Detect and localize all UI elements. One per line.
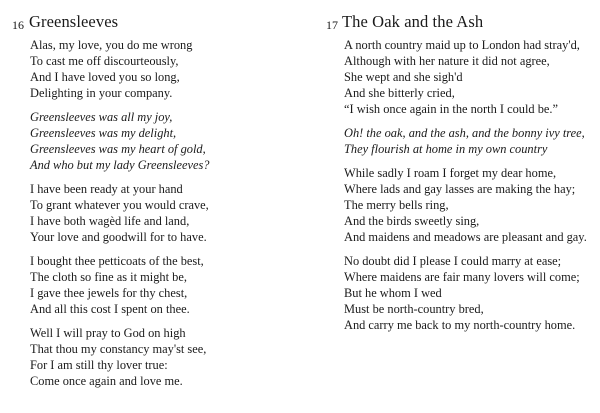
lyric-line: Delighting in your company. bbox=[30, 86, 173, 100]
song-title: The Oak and the Ash bbox=[342, 12, 484, 31]
lyric-line: Must be north-country bred, bbox=[344, 302, 484, 316]
lyric-line: I gave thee jewels for thy chest, bbox=[30, 286, 188, 300]
lyric-line: Although with her nature it did not agree, bbox=[344, 54, 550, 68]
lyric-line: That thou my constancy may'st see, bbox=[30, 342, 207, 356]
lyric-line: They flourish at home in my own country bbox=[344, 142, 548, 156]
song-title: Greensleeves bbox=[29, 12, 119, 31]
lyric-line: Greensleeves was my delight, bbox=[30, 126, 177, 140]
lyric-line: Where lads and gay lasses are making the hay; bbox=[344, 182, 576, 196]
verse-stanza bbox=[30, 181, 210, 245]
lyric-line: And she bitterly cried, bbox=[344, 86, 455, 100]
lyric-line: Your love and goodwill for to have. bbox=[30, 230, 207, 244]
chorus-stanza bbox=[344, 125, 587, 157]
verse-stanza bbox=[344, 253, 587, 333]
lyric-line: While sadly I roam I forget my dear home, bbox=[344, 166, 557, 180]
lyric-line: Come once again and love me. bbox=[30, 374, 183, 388]
lyric-line: To grant whatever you would crave, bbox=[30, 198, 209, 212]
lyric-line: The cloth so fine as it might be, bbox=[30, 270, 187, 284]
song-number: 17 bbox=[326, 18, 338, 32]
song-header bbox=[4, 8, 304, 32]
lyric-line: And who but my lady Greensleeves? bbox=[30, 158, 210, 172]
lyric-line: And maidens and meadows are pleasant and gay. bbox=[344, 230, 587, 244]
lyric-line: She wept and she sigh'd bbox=[344, 70, 463, 84]
stanza-list bbox=[30, 37, 210, 397]
lyric-line: Greensleeves was my heart of gold, bbox=[30, 142, 206, 156]
verse-stanza bbox=[344, 37, 587, 117]
lyric-line: Greensleeves was all my joy, bbox=[30, 110, 173, 124]
verse-stanza bbox=[30, 325, 210, 389]
lyric-line: Where maidens are fair many lovers will come; bbox=[344, 270, 580, 284]
song-header bbox=[326, 8, 598, 32]
song-greensleeves bbox=[4, 8, 304, 388]
lyric-line: And I have loved you so long, bbox=[30, 70, 180, 84]
lyric-line: No doubt did I please I could marry at ease; bbox=[344, 254, 562, 268]
song-oak-and-ash bbox=[326, 8, 598, 332]
lyric-line: And all this cost I spent on thee. bbox=[30, 302, 190, 316]
lyric-line: Alas, my love, you do me wrong bbox=[30, 38, 193, 52]
lyric-line: Oh! the oak, and the ash, and the bonny ivy tree, bbox=[344, 126, 585, 140]
lyric-line: I have been ready at your hand bbox=[30, 182, 183, 196]
lyric-line: Well I will pray to God on high bbox=[30, 326, 186, 340]
lyric-line: For I am still thy lover true: bbox=[30, 358, 168, 372]
lyric-line: A north country maid up to London had stray'd, bbox=[344, 38, 580, 52]
chorus-stanza bbox=[30, 109, 210, 173]
lyric-line: The merry bells ring, bbox=[344, 198, 449, 212]
lyric-line: But he whom I wed bbox=[344, 286, 442, 300]
lyric-line: And the birds sweetly sing, bbox=[344, 214, 480, 228]
verse-stanza bbox=[344, 165, 587, 245]
stanza-list bbox=[344, 37, 587, 341]
lyric-line: I have both wagèd life and land, bbox=[30, 214, 190, 228]
lyric-line: And carry me back to my north-country home. bbox=[344, 318, 576, 332]
song-number: 16 bbox=[12, 18, 24, 32]
lyric-line: “I wish once again in the north I could be.” bbox=[344, 102, 559, 116]
lyric-line: To cast me off discourteously, bbox=[30, 54, 179, 68]
lyric-line: I bought thee petticoats of the best, bbox=[30, 254, 204, 268]
verse-stanza bbox=[30, 253, 210, 317]
verse-stanza bbox=[30, 37, 210, 101]
